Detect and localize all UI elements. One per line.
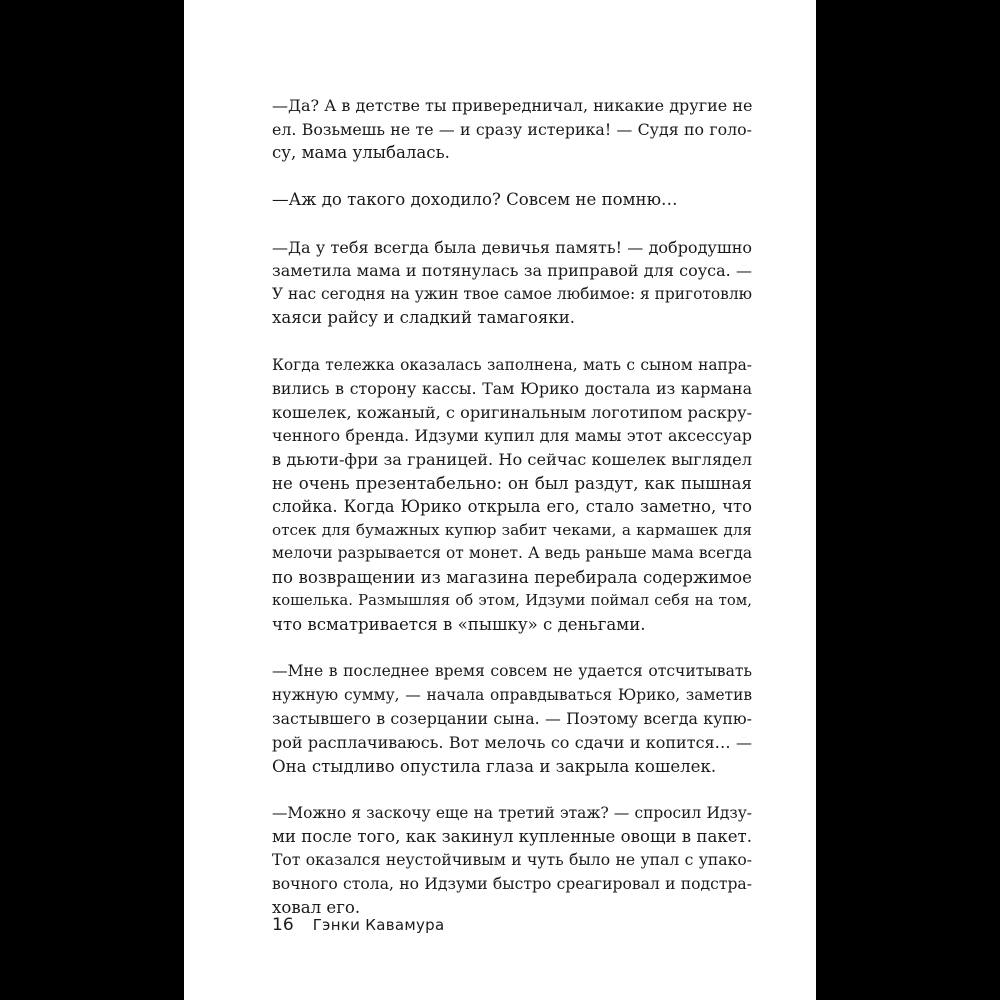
text-line: —Аж до такого доходило? Совсем не помню… (272, 190, 678, 210)
book-page (184, 0, 816, 1000)
text-line: рой расплачиваюсь. Вот мелочь со сдачи и копится… — (272, 733, 752, 753)
text-line: по возвращении из магазина перебирала содержимое (272, 567, 752, 587)
text-line: ховал его. (272, 898, 361, 918)
text-line: застывшего в созерцании сына. — Поэтому всегда купю- (272, 709, 752, 729)
paragraph (272, 354, 752, 637)
text-line: У нас сегодня на ужин твое самое любимое: я приготовлю (272, 284, 752, 303)
text-line: —Да у тебя всегда была девичья память! — добродушно (272, 237, 752, 257)
paragraph (272, 802, 752, 920)
paragraph (272, 94, 752, 165)
text-line: нужную сумму, — начала оправдываться Юрико, заметив (272, 685, 752, 704)
running-title: Гэнки Кавамура (312, 916, 445, 934)
text-line: —Мне в последнее время совсем не удается отсчитывать (272, 662, 752, 681)
text-line: слойка. Когда Юрико открыла его, стало заметно, что (272, 497, 752, 517)
text-line: Она стыдливо опустила глаза и закрыла кошелек. (272, 756, 717, 776)
text-line: что всматривается в «пышку» с деньгами. (272, 615, 646, 635)
text-line: су, мама улыбалась. (272, 143, 450, 163)
text-line: ми после того, как закинул купленные овощи в пакет. (272, 827, 752, 847)
paragraph (272, 660, 752, 778)
text-line: —Да? А в детстве ты привередничал, никакие другие не (272, 96, 753, 115)
paragraph (272, 188, 752, 212)
text-line: ченного бренда. Идзуми купил для мамы этот аксессуар (272, 426, 752, 446)
text-line: —Можно я заскочу еще на третий этаж? — спросил Идзу- (272, 803, 752, 822)
page-footer (272, 915, 444, 935)
text-line: кошелек, кожаный, с оригинальным логотипом раскру- (272, 402, 753, 422)
text-line: вились в сторону кассы. Там Юрико достала из кармана (272, 379, 752, 399)
body-text (272, 94, 752, 943)
text-line: Тот оказался неустойчивым и чуть было не упал с упако- (272, 851, 752, 869)
text-line: заметила мама и потянулась за приправой для соуса. — (272, 261, 752, 281)
text-line: ел. Возьмешь не те — и сразу истерика! — Судя по голо- (272, 119, 752, 139)
text-line: в дьюти-фри за границей. Но сейчас кошелек выглядел (272, 449, 752, 469)
text-line: кошелька. Размышляя об этом, Идзуми поймал себя на том, (272, 592, 752, 610)
text-line: мелочи разрывается от монет. А ведь раньше мама всегда (272, 544, 752, 563)
text-line: Когда тележка оказалась заполнена, мать с сыном напра- (272, 355, 752, 374)
page-number: 16 (272, 915, 294, 935)
text-line: отсек для бумажных купюр забит чеками, а кармашек для (272, 520, 752, 539)
text-line: хаяси райсу и сладкий тамагояки. (272, 308, 576, 328)
paragraph (272, 236, 752, 330)
text-line: не очень презентабельно: он был раздут, как пышная (272, 473, 752, 493)
text-line: вочного стола, но Идзуми быстро среагировал и подстра- (272, 874, 752, 893)
